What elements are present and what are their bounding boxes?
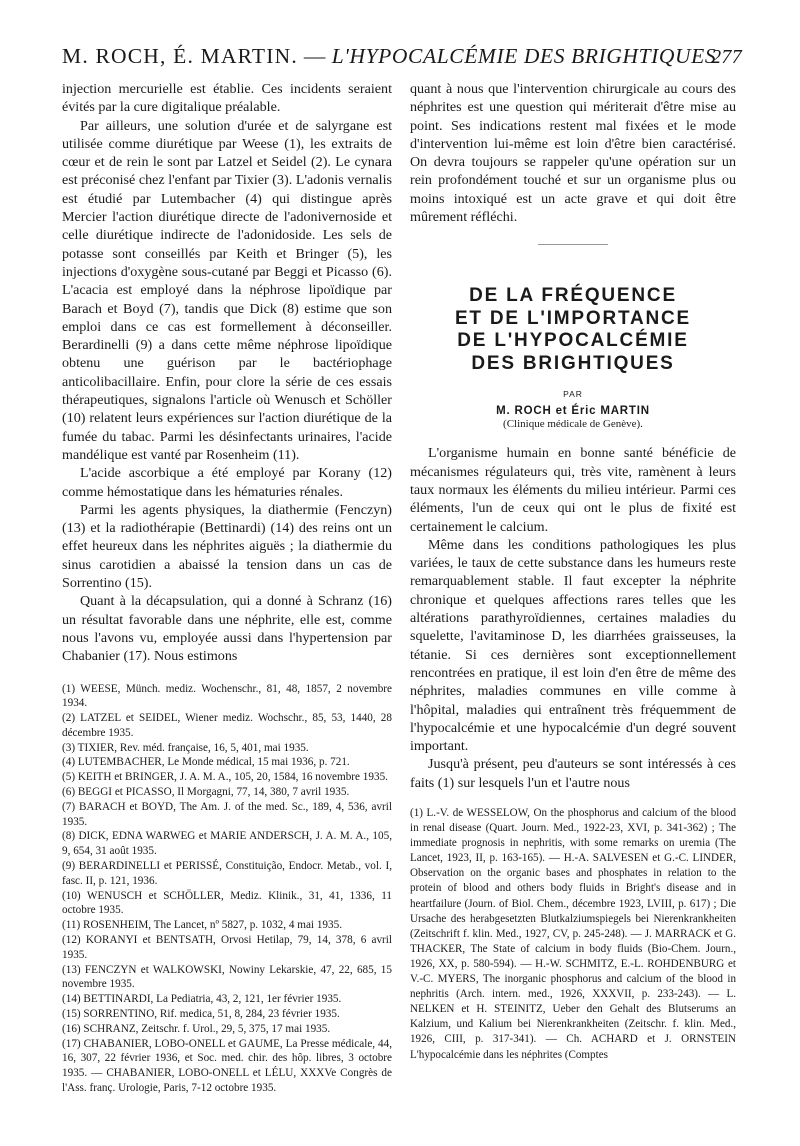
header-separator: — [303,44,326,68]
article-affiliation: (Clinique médicale de Genève). [503,418,643,431]
right-column [410,80,736,1063]
header-authors: M. ROCH, É. MARTIN. [62,44,298,68]
article-authors: M. ROCH et Éric MARTIN [496,405,650,418]
body-paragraph: L'acide ascorbique a été employé par Korany (12) comme hémostatique dans les hématuries rénales. [62,465,392,500]
body-paragraph: injection mercurielle est établie. Ces incidents seraient évités par la cure digitalique préalable. [62,81,392,116]
article-title-line: DE LA FRÉQUENCE [469,285,677,307]
footnotes-right [410,806,736,1063]
body-paragraph: Jusqu'à présent, peu d'auteurs se sont intéressés à ces faits (1) sur lesquels l'un et l'autre nous [410,756,736,791]
footnote: (3) TIXIER, Rev. méd. française, 16, 5, 401, mai 1935. [62,741,309,754]
body-paragraph: Quant à la décapsulation, qui a donné à Schranz (16) un résultat favorable dans une néphrite, elle est, comme nous l'avons vu, employée aussi dans l'hypertension par Chabanier (17). Nous estimons [62,593,392,665]
footnote: (9) BERARDINELLI et PERISSÉ, Constituição, Endocr. Metab., vol. I, fasc. II, p. 121, 1936. [62,860,392,887]
footnote: (1) L.-V. de WESSELOW, On the phosphorus and calcium of the blood in renal disease (Quart. Journ. Med., 1922-23, XVI, p. 341-362) ; The immediate prognosis in nephritis, with some remarks on uremia (The Lancet, 1923, II, p. 163-165). — H.-A. SALVESEN et G.-C. LINDER, Observation on the organic bases and phosphates in relation to the protein of blood and others body fluids in Bright's disease and in heartfailure (Journ. of Biol. Chem., décembre 1923, LVIII, p. 617) ; Die Ursache des herabgesetzten Blutkalziumspiegels bei Nierenkrankheiten (Zeitschrift f. klin. Med., 1927, CV, p. 245-248). — J. MARRACK et G. THACKER, The State of calcium in body fluids (Bio-Chem. Journ., 1926, XX, p. 580-594). — H.-W. SCHMITZ, E.-L. ROHDENBURG et V.-C. MYERS, The inorganic phosphorus and calcium of the blood in nephritis (Arch. intern. med., 1926, XXXVII, p. 233-243). — L. NELKEN et H. STEINITZ, Ueber den Gehalt des Blutserums an Kalzium, und Kalium bei Nierenkrankheiten (Zeitschr. f. klin. Med., 1926, CIII, p. 317-341). — Ch. ACHARD et J. ORNSTEIN L'hypocalcémie dans les néphrites (Comptes [410,807,736,1061]
footnote: (14) BETTINARDI, La Pediatria, 43, 2, 121, 1er février 1935. [62,993,342,1006]
footnote: (5) KEITH et BRINGER, J. A. M. A., 105, 20, 1584, 16 novembre 1935. [62,771,388,784]
article-title-line: DE L'HYPOCALCÉMIE [457,330,689,352]
footnote: (4) LUTEMBACHER, Le Monde médical, 15 mai 1936, p. 721. [62,756,350,769]
body-paragraph: L'organisme humain en bonne santé bénéficie de mécanismes régulateurs qui, très vite, ramènent à leurs taux normaux les éléments du milieu intérieur. Parmi ces éléments, l'un de ceux qui ont le plus de fixité est certainement le calcium. [410,445,736,535]
footnote: (13) FENCZYN et WALKOWSKI, Nowiny Lekarskie, 47, 22, 685, 15 novembre 1935. [62,963,392,991]
footnote: (7) BARACH et BOYD, The Am. J. of the med. Sc., 189, 4, 536, avril 1935. [62,800,392,828]
byline-par: PAR [563,389,583,400]
page-number: 277 [711,46,742,68]
footnote: (1) WEESE, Münch. mediz. Wochenschr., 81, 48, 1857, 2 novembre 1934. [62,682,392,710]
body-paragraph: Parmi les agents physiques, la diathermie (Fenczyn) (13) et la radiothérapie (Bettinardi) (14) des reins ont un effet heureux dans les néphrites aiguës ; la diathermie du sinus carotidien a abaissé la tension dans un cas de Sorrentino (15). [62,501,392,592]
article-title-line: ET DE L'IMPORTANCE [454,307,692,329]
footnote: (12) KORANYI et BENTSATH, Orvosi Hetilap, 79, 14, 378, 6 avril 1935. [62,934,392,961]
section-divider [538,244,608,245]
footnote: (6) BEGGI et PICASSO, Il Morgagni, 77, 14, 380, 7 avril 1935. [62,786,350,799]
body-paragraph: Même dans les conditions pathologiques les plus variées, le taux de cette substance dans les humeurs reste remarquablement stable. Il faut excepter la néphrite chronique et quelques affections rares telles que les altérations parathyroïdiennes, certaines maladies du squelette, l'avitaminose D, les diarrhées graisseuses, la tétanie. Si ces dernières sont exceptionnellement rencontrées en pratique, il est loin d'en être de même des néphrites, maladies communes en ville comme à l'hôpital, maladies qui entraînent très fréquemment de l'hypocalcémie et une hypocalcémie d'un degré souvent important. [410,536,736,755]
footnotes-left [62,682,392,1096]
article-title-line: DES BRIGHTIQUES [471,352,675,374]
footnote: (10) WENUSCH et SCHÖLLER, Mediz. Klinik., 31, 41, 1336, 11 octobre 1935. [62,889,392,917]
left-column [62,80,392,1096]
footnote: (8) DICK, EDNA WARWEG et MARIE ANDERSCH, J. A. M. A., 105, 9, 654, 31 août 1935. [62,830,392,858]
footnote: (11) ROSENHEIM, The Lancet, nº 5827, p. 1032, 4 mai 1935. [62,919,343,932]
header-running-title: L'HYPOCALCÉMIE DES BRIGHTIQUES [331,44,717,68]
continuation-paragraph: quant à nous que l'intervention chirurgicale au cours des néphrites est une question qui mériterait d'être mise au point. Ses indications restent mal fixées et le mode d'intervention lui-même est loin d'être bien caractérisé. On devra toujours se rappeler qu'une opération sur un rein profondément touché et sur un organisme plus ou moins intoxiqué est un acte grave et qui doit être mûrement réfléchi. [410,81,736,226]
article-title [410,285,736,375]
body-paragraph: Par ailleurs, une solution d'urée et de salyrgane est utilisée comme diurétique par Weese (1), les extraits de cœur et de rein le sont par Latzel et Seidel (2). Le cynara est préconisé chez l'enfant par Tixier (3). L'adonis vernalis est étudié par Lutembacher (4) qui distingue après Mercier l'action diurétique directe de l'adonivernoside et celle diurétique indirecte de l'adonidoside. Les sels de potasse sont conseillés par Keith et Bringer (5), les injections d'oxygène sous-cutané par Beggi et Picasso (6). L'acacia est employé dans la néphrose lipoïdique par Barach et Boyd (7), tandis que Dick (8) estime que son emploi dans ce cas est formellement à déconseiller. Berardinelli (9) a dans cette même néphrose lipoïdique obtenu une guérison par le bactériophage anticolibacillaire. Enfin, pour clore la série de ces essais thérapeutiques, signalons l'article où Wenusch et Schöller (10) relatent leurs expériences sur l'action diurétique de la fumée du tabac. Parmi les désinfectants urinaires, l'acide mandélique est vanté par Rosenheim (11). [62,117,392,463]
footnote: (16) SCHRANZ, Zeitschr. f. Urol., 29, 5, 375, 17 mai 1935. [62,1022,331,1035]
footnote: (2) LATZEL et SEIDEL, Wiener mediz. Wochschr., 85, 53, 1440, 28 décembre 1935. [62,712,392,739]
footnote: (17) CHABANIER, LOBO-ONELL et GAUME, La Presse médicale, 44, 16, 307, 22 février 1936, et Soc. med. chir. des hôp. libres, 3 octobre 1935. — CHABANIER, LOBO-ONELL et LÉLU, XXXVe Congrès de l'Ass. franç. Urologie, Paris, 7-12 octobre 1935. [62,1037,392,1095]
footnote: (15) SORRENTINO, Rif. medica, 51, 8, 284, 23 février 1935. [62,1008,340,1021]
running-header [62,44,742,74]
